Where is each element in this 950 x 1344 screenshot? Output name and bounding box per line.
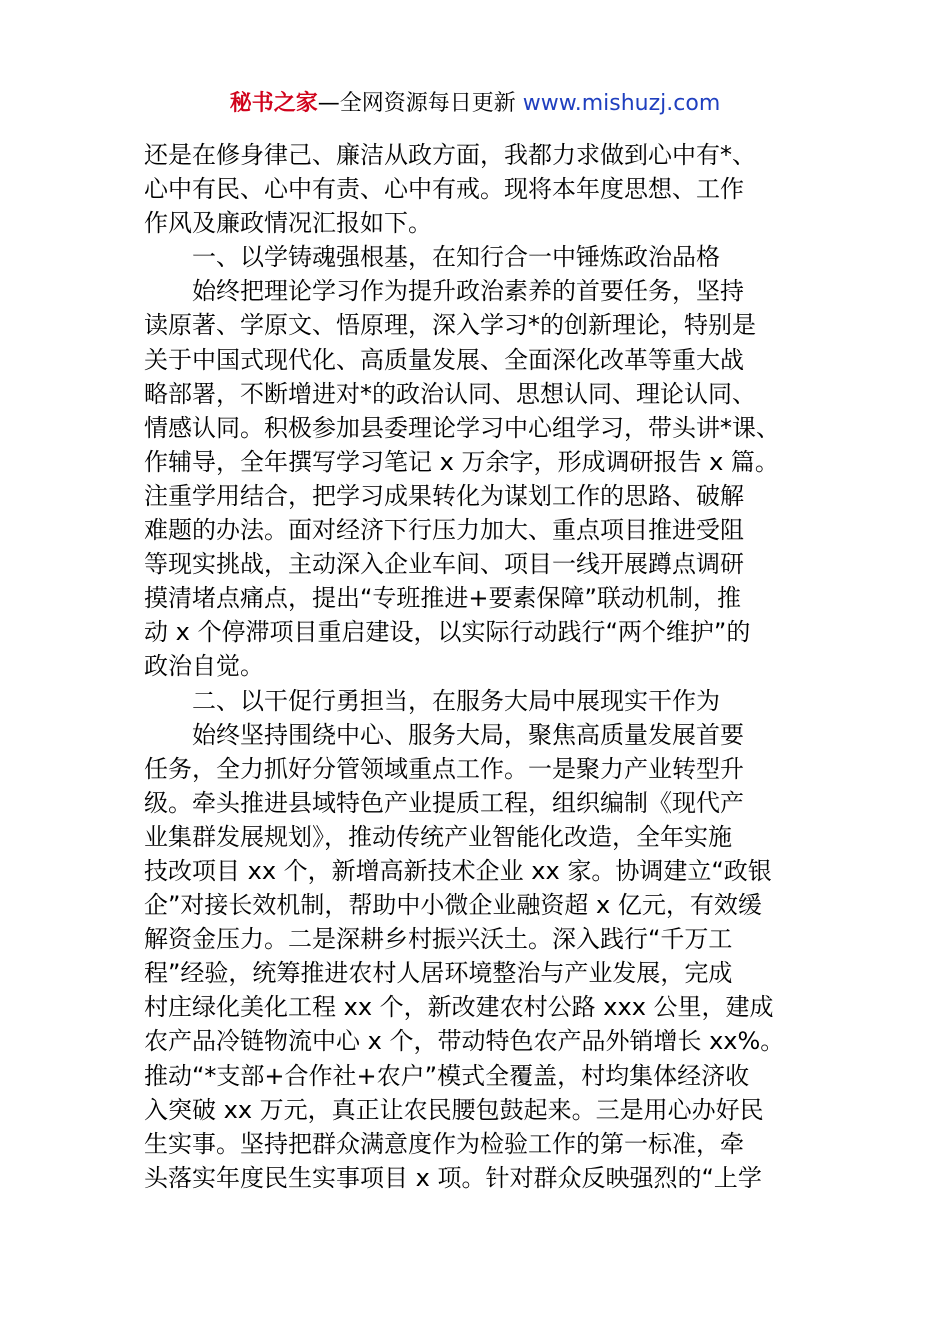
paragraph-start: 始终坚持围绕中心、服务大局，聚焦高质量发展首要 (192, 720, 744, 749)
text-line: 难题的办法。面对经济下行压力加大、重点项目推进受阻 (144, 516, 744, 545)
text-line: 略部署，不断增进对*的政治认同、思想认同、理论认同、 (144, 379, 756, 408)
text-line: 解资金压力。二是深耕乡村振兴沃土。深入践行“千万工 (144, 925, 733, 954)
site-brand: 秘书之家 (229, 91, 318, 116)
text-line: 情感认同。积极参加县委理论学习中心组学习，带头讲*课、 (144, 413, 780, 442)
site-header (0, 86, 950, 122)
text-line: 村庄绿化美化工程 xx 个，新改建农村公路 xxx 公里，建成 (144, 993, 774, 1022)
section-heading-1: 一、以学铸魂强根基，在知行合一中锤炼政治品格 (192, 243, 720, 272)
text-line: 生实事。坚持把群众满意度作为检验工作的第一标准，牵 (144, 1129, 744, 1158)
text-line: 农产品冷链物流中心 x 个，带动特色农产品外销增长 xx%。 (144, 1027, 785, 1056)
text-line: 政治自觉。 (144, 652, 264, 681)
text-line: 读原著、学原文、悟原理，深入学习*的创新理论，特别是 (144, 311, 756, 340)
text-line: 摸清堵点痛点，提出“专班推进+要素保障”联动机制，推 (144, 584, 741, 613)
text-line: 头落实年度民生实事项目 x 项。针对群众反映强烈的“上学 (144, 1163, 762, 1192)
text-line: 作风及廉政情况汇报如下。 (144, 209, 432, 238)
text-line: 入突破 xx 万元，真正让农民腰包鼓起来。三是用心办好民 (144, 1095, 764, 1124)
text-line: 心中有民、心中有责、心中有戒。现将本年度思想、工作 (144, 175, 744, 204)
text-line: 等现实挑战，主动深入企业车间、项目一线开展蹲点调研 (144, 550, 744, 579)
document-body (144, 138, 809, 1195)
site-url-link[interactable]: www.mishuzj.com (522, 91, 721, 116)
site-tagline: —全网资源每日更新 (317, 91, 523, 116)
text-line: 推动“*支部+合作社+农户”模式全覆盖，村均集体经济收 (144, 1061, 750, 1090)
text-line: 还是在修身律己、廉洁从政方面，我都力求做到心中有*、 (144, 141, 756, 169)
text-line: 注重学用结合，把学习成果转化为谋划工作的思路、破解 (144, 481, 744, 510)
text-line: 任务，全力抓好分管领域重点工作。一是聚力产业转型升 (144, 754, 744, 783)
text-line: 级。牵头推进县域特色产业提质工程，组织编制《现代产 (144, 788, 744, 817)
text-line: 程”经验，统筹推进农村人居环境整治与产业发展，完成 (144, 959, 733, 988)
paragraph-start: 始终把理论学习作为提升政治素养的首要任务，坚持 (192, 277, 744, 306)
text-line: 业集群发展规划》，推动传统产业智能化改造，全年实施 (144, 822, 732, 851)
text-line: 技改项目 xx 个，新增高新技术企业 xx 家。协调建立“政银 (144, 856, 772, 885)
text-line: 作辅导，全年撰写学习笔记 x 万余字，形成调研报告 x 篇。 (144, 447, 779, 476)
text-line: 关于中国式现代化、高质量发展、全面深化改革等重大战 (144, 345, 744, 374)
section-heading-2: 二、以干促行勇担当，在服务大局中展现实干作为 (192, 686, 720, 715)
text-line: 企”对接长效机制，帮助中小微企业融资超 x 亿元，有效缓 (144, 891, 762, 920)
text-line: 动 x 个停滞项目重启建设，以实际行动践行“两个维护”的 (144, 618, 751, 647)
